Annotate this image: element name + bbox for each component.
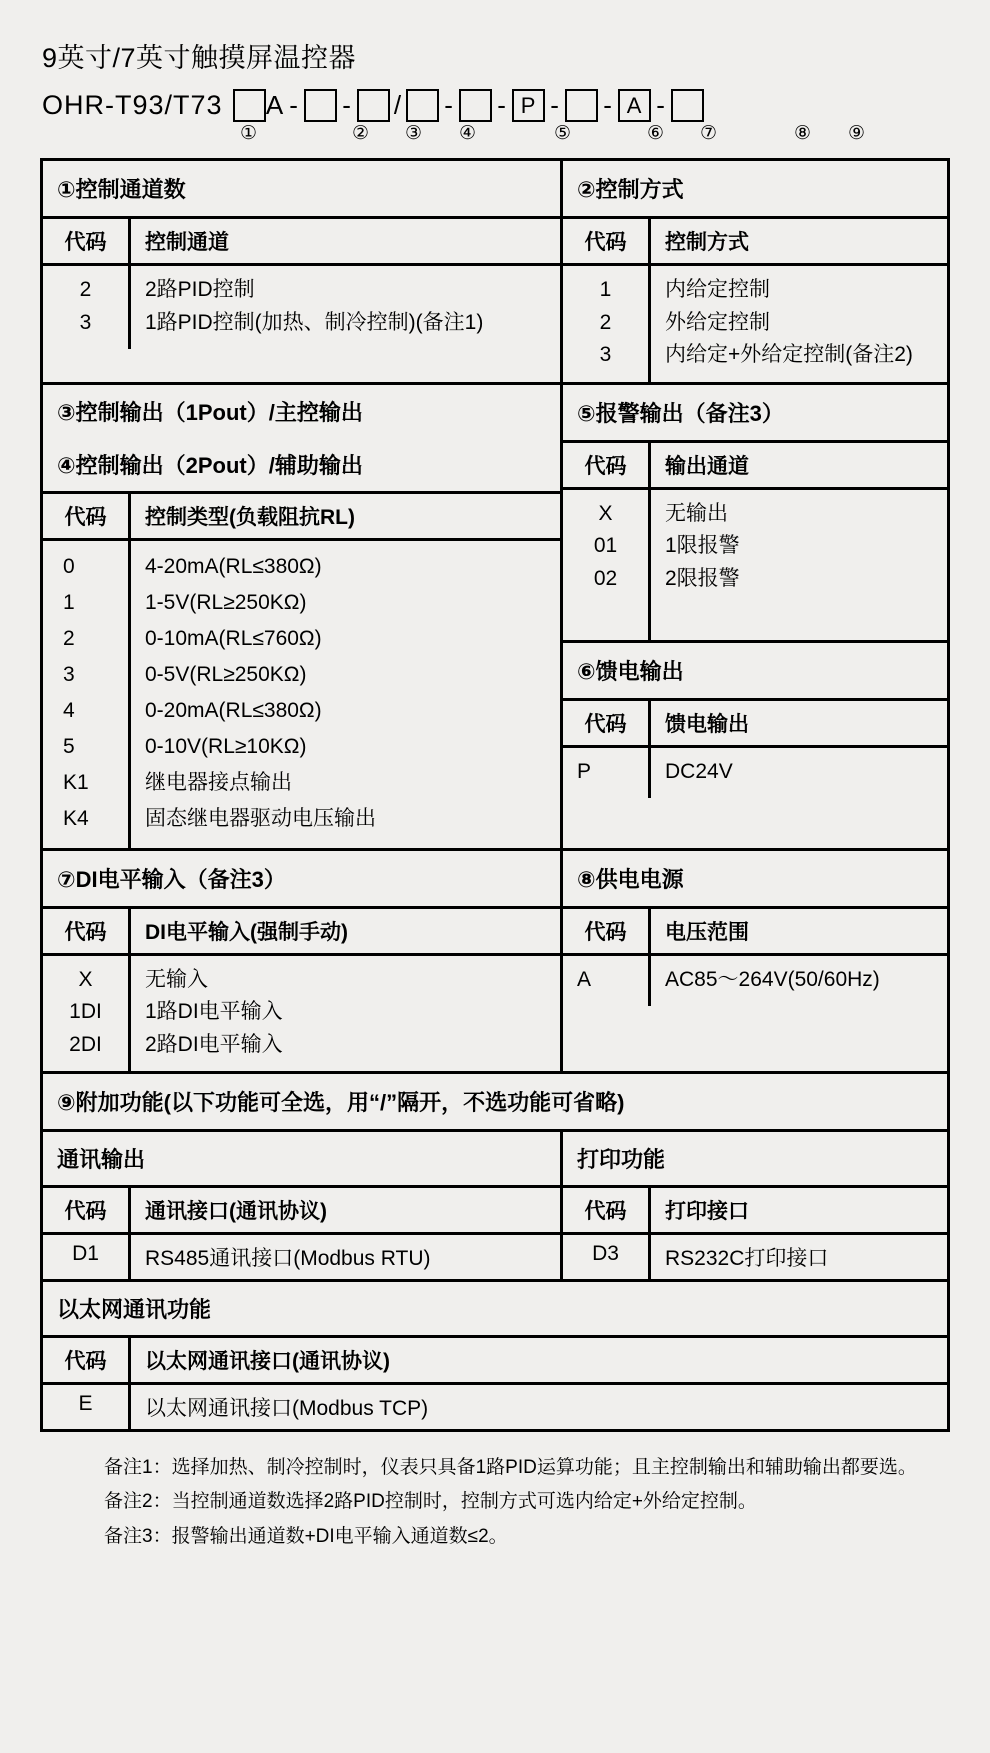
table-row: K1 <box>63 771 89 795</box>
section-6-body <box>563 748 947 799</box>
col-header-desc: 打印接口 <box>665 1200 749 1224</box>
table-row: 1限报警 <box>665 534 740 558</box>
col-header-desc: 电压范围 <box>665 920 749 944</box>
section-9-ethernet-title: 以太网通讯功能 <box>43 1282 947 1338</box>
table-row: 01 <box>593 534 618 558</box>
section-34-colheaders <box>43 494 560 541</box>
section-9-values <box>43 1235 947 1282</box>
marker-8: ⑧ <box>794 123 812 144</box>
section-8-colheaders <box>563 909 947 956</box>
table-row: 4-20mA(RL≤380Ω) <box>145 554 322 578</box>
section-2-codes <box>563 266 651 382</box>
table-row: 2路DI电平输入 <box>145 1032 283 1056</box>
model-box-p: P <box>512 89 545 122</box>
table-row: 1 <box>63 590 75 614</box>
table-row <box>43 1385 947 1429</box>
section-6-descs <box>651 748 947 799</box>
section-8-descs <box>651 956 947 1007</box>
section-5-codes <box>563 490 651 640</box>
section-7-colheaders <box>43 909 560 956</box>
note-1-label: 备注1： <box>104 1457 172 1479</box>
table-row: 无输出 <box>665 501 728 525</box>
cell-code: D1 <box>43 1235 131 1279</box>
col-header-code: 代码 <box>563 1188 651 1232</box>
section-5-descs <box>651 490 947 640</box>
table-row: 2 <box>79 278 92 301</box>
section-8-header: ⑧供电电源 <box>563 851 947 909</box>
col-header-desc: 控制通道 <box>145 231 229 254</box>
section-9-ethernet-colheaders <box>43 1338 947 1385</box>
section-2-body <box>563 266 947 382</box>
col-header-code: 代码 <box>43 1338 131 1382</box>
table-row: 0-5V(RL≥250KΩ) <box>145 662 307 686</box>
model-box-1 <box>233 89 266 122</box>
section-9-print-title: 打印功能 <box>577 1147 666 1173</box>
section-8 <box>563 851 947 1072</box>
cell-code: E <box>43 1385 131 1429</box>
section-7-descs <box>131 956 560 1072</box>
table-row: 固态继电器驱动电压输出 <box>145 807 376 831</box>
col-header-desc: DI电平输入(强制手动) <box>145 920 348 944</box>
page-title: 9英寸/7英寸触摸屏温控器 <box>42 43 357 73</box>
table-row: 1路DI电平输入 <box>145 1000 283 1024</box>
marker-4: ④ <box>459 123 477 144</box>
note-3-text: 报警输出通道数+DI电平输入通道数≤2。 <box>171 1525 508 1547</box>
model-dash-7: - <box>656 90 665 120</box>
table-row: 2DI <box>69 1032 102 1056</box>
table-row: P <box>577 759 592 783</box>
table-row: A <box>577 967 592 991</box>
section-3-header: ③控制输出（1Pout）/主控输出 <box>57 399 363 425</box>
spec-table <box>40 158 950 1432</box>
section-2 <box>563 161 947 382</box>
table-row: 3 <box>63 662 75 686</box>
section-2-descs <box>651 266 947 382</box>
section-9-subtitles <box>43 1132 947 1188</box>
model-dash-2: - <box>342 90 351 120</box>
section-5 <box>563 385 947 640</box>
table-row: 1路PID控制(加热、制冷控制)(备注1) <box>145 310 484 334</box>
section-9-header: ⑨附加功能(以下功能可全选，用“/”隔开，不选功能可省略) <box>43 1071 947 1132</box>
note-2 <box>104 1486 950 1518</box>
section-4-header: ④控制输出（2Pout）/辅助输出 <box>43 438 560 494</box>
table-row: X <box>78 967 93 991</box>
section-34-descs <box>131 541 560 848</box>
cell-desc: 以太网通讯接口(Modbus TCP) <box>145 1397 429 1421</box>
table-row: 0 <box>63 554 75 578</box>
note-1 <box>104 1452 950 1484</box>
cell-desc: RS485通讯接口(Modbus RTU) <box>145 1247 431 1271</box>
table-row: K4 <box>63 807 89 831</box>
marker-3: ③ <box>405 123 423 144</box>
table-row: 内给定控制 <box>665 278 770 301</box>
table-row: 5 <box>63 735 75 759</box>
block-34-56 <box>43 385 947 851</box>
table-row: 2 <box>599 310 612 334</box>
table-row: 1-5V(RL≥250KΩ) <box>145 590 307 614</box>
col-header-desc: 通讯接口(通讯协议) <box>145 1200 327 1224</box>
table-row: 内给定+外给定控制(备注2) <box>665 343 913 367</box>
table-row: 0-10mA(RL≤760Ω) <box>145 626 322 650</box>
table-row: 1DI <box>69 1000 102 1024</box>
col-header-code: 代码 <box>43 219 131 263</box>
section-34-codes <box>43 541 131 848</box>
model-box-7 <box>671 89 704 122</box>
table-row: 0-10V(RL≥10KΩ) <box>145 735 307 759</box>
section-8-codes <box>563 956 651 1007</box>
model-box-5 <box>459 89 492 122</box>
section-9-colheaders <box>43 1188 947 1235</box>
section-2-header: ②控制方式 <box>563 161 947 219</box>
table-row <box>43 1235 560 1279</box>
model-box-6 <box>565 89 598 122</box>
col-header-desc: 输出通道 <box>665 454 749 478</box>
col-header-code: 代码 <box>43 494 131 538</box>
col-header-desc: 馈电输出 <box>665 712 749 736</box>
col-header-code: 代码 <box>563 909 651 953</box>
notes-block <box>40 1452 950 1553</box>
table-row: 1 <box>599 278 612 301</box>
section-6-colheaders <box>563 701 947 748</box>
marker-7: ⑦ <box>700 123 718 144</box>
col-header-desc: 控制类型(负载阻抗RL) <box>145 505 355 529</box>
table-row: 继电器接点输出 <box>145 771 292 795</box>
table-row: 2 <box>63 626 75 650</box>
model-markers <box>42 122 950 152</box>
note-1-text: 选择加热、制冷控制时，仪表只具备1路PID运算功能；且主控制输出和辅助输出都要选。 <box>171 1457 917 1479</box>
table-row: 2限报警 <box>665 566 740 590</box>
section-8-body <box>563 956 947 1007</box>
section-5-6 <box>563 385 947 848</box>
section-6 <box>563 640 947 799</box>
marker-9: ⑨ <box>848 123 866 144</box>
model-dash-1: - <box>289 90 298 120</box>
col-header-code: 代码 <box>43 1188 131 1232</box>
block-1-2 <box>43 161 947 385</box>
model-char-a1: A <box>265 90 284 120</box>
model-dash-6: - <box>603 90 612 120</box>
section-7 <box>43 851 563 1072</box>
cell-code: D3 <box>563 1235 651 1279</box>
model-box-a: A <box>618 89 651 122</box>
col-header-desc: 以太网通讯接口(通讯协议) <box>145 1350 390 1374</box>
col-header-desc: 控制方式 <box>665 231 749 254</box>
col-header-code: 代码 <box>43 909 131 953</box>
table-row <box>563 1235 947 1279</box>
section-9-comm-title: 通讯输出 <box>43 1132 563 1185</box>
section-1-header: ①控制通道数 <box>43 161 560 219</box>
note-2-label: 备注2： <box>104 1491 172 1513</box>
table-row: 4 <box>63 699 75 723</box>
note-2-text: 当控制通道数选择2路PID控制时，控制方式可选内给定+外给定控制。 <box>171 1491 757 1513</box>
table-row: 无输入 <box>145 967 208 991</box>
model-box-3 <box>357 89 390 122</box>
section-1-codes <box>43 266 131 349</box>
model-dash-5: - <box>550 90 559 120</box>
table-row: 02 <box>593 566 618 590</box>
model-prefix: OHR-T93/T73 <box>42 90 223 120</box>
table-row: AC85～264V(50/60Hz) <box>665 967 880 991</box>
section-3-4 <box>43 385 563 848</box>
col-header-code: 代码 <box>563 219 651 263</box>
section-6-header: ⑥馈电输出 <box>563 643 947 701</box>
section-7-body <box>43 956 560 1072</box>
table-row: X <box>598 501 613 525</box>
section-7-codes <box>43 956 131 1072</box>
col-header-code: 代码 <box>563 443 651 487</box>
cell-desc: RS232C打印接口 <box>665 1247 829 1271</box>
marker-6: ⑥ <box>647 123 665 144</box>
section-1 <box>43 161 563 382</box>
table-row: 外给定控制 <box>665 310 770 334</box>
block-7-8 <box>43 851 947 1072</box>
table-row: 3 <box>79 310 92 334</box>
section-1-body <box>43 266 560 349</box>
section-5-body <box>563 490 947 640</box>
marker-2: ② <box>352 123 370 144</box>
section-1-colheaders <box>43 219 560 266</box>
note-3-label: 备注3： <box>104 1525 172 1547</box>
marker-5: ⑤ <box>554 123 572 144</box>
model-code-row <box>42 89 950 122</box>
section-5-colheaders <box>563 443 947 490</box>
section-34-body <box>43 541 560 848</box>
section-2-colheaders <box>563 219 947 266</box>
table-row: 2路PID控制 <box>145 278 255 301</box>
model-dash-3: - <box>444 90 453 120</box>
model-dash-4: - <box>497 90 506 120</box>
col-header-code: 代码 <box>563 701 651 745</box>
marker-1: ① <box>240 123 258 144</box>
model-box-2 <box>304 89 337 122</box>
model-slash: / <box>393 90 402 120</box>
section-7-header: ⑦DI电平输入（备注3） <box>43 851 560 909</box>
model-box-4 <box>406 89 439 122</box>
section-6-codes <box>563 748 651 799</box>
table-row: 3 <box>599 343 612 367</box>
table-row: DC24V <box>665 759 733 783</box>
table-row: 0-20mA(RL≤380Ω) <box>145 699 322 723</box>
section-1-descs <box>131 266 560 349</box>
note-3 <box>104 1521 950 1553</box>
section-5-header: ⑤报警输出（备注3） <box>563 385 947 443</box>
